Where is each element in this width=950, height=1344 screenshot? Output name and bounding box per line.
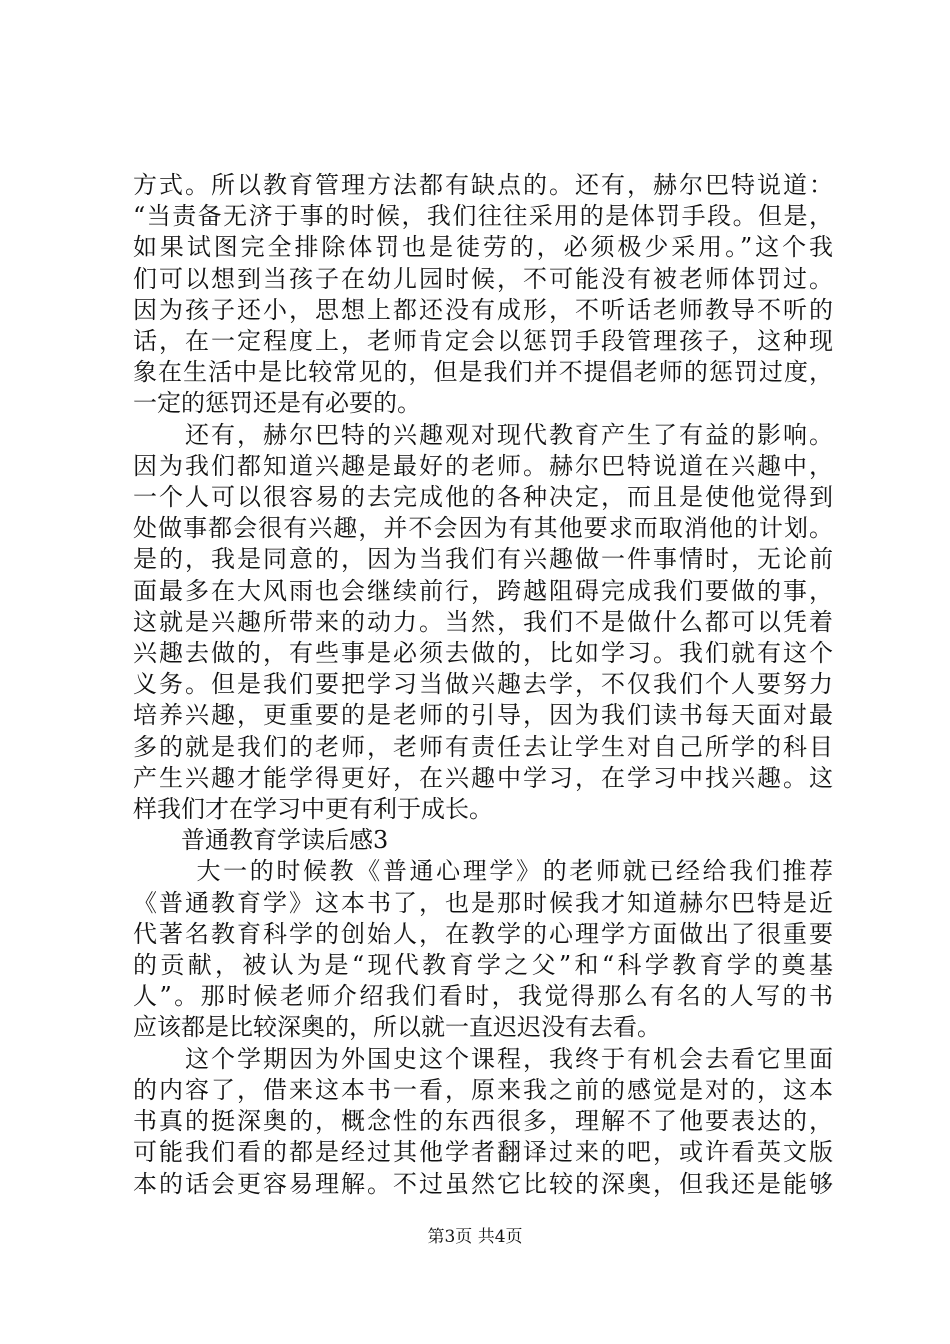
text-line: 兴趣去做的，有些事是必须去做的，比如学习。我们就有这个 <box>133 639 833 668</box>
text-line: 的贡献，被认为是“现代教育学之父”和“科学教育学的奠基 <box>133 951 833 980</box>
text-line: 这就是兴趣所带来的动力。当然，我们不是做什么都可以凭着 <box>133 607 833 636</box>
text-line: “当责备无济于事的时候，我们往往采用的是体罚手段。但是， <box>133 202 833 231</box>
text-line: 方式。所以教育管理方法都有缺点的。还有，赫尔巴特说道： <box>133 171 833 199</box>
text-line: 大一的时候教《普通心理学》的老师就已经给我们推荐 <box>133 857 833 886</box>
text-line: 产生兴趣才能学得更好，在兴趣中学习，在学习中找兴趣。这 <box>133 763 833 792</box>
text-line: 多的就是我们的老师，老师有责任去让学生对自己所学的科目 <box>133 732 833 761</box>
text-line: 代著名教育科学的创始人，在教学的心理学方面做出了很重要 <box>133 919 833 948</box>
page-footer: 第3页 共4页 <box>427 1227 523 1247</box>
text-line: 培养兴趣，更重要的是老师的引导，因为我们读书每天面对最 <box>133 701 833 730</box>
text-line: 还有，赫尔巴特的兴趣观对现代教育产生了有益的影响。 <box>133 420 833 449</box>
text-line: 一个人可以很容易的去完成他的各种决定，而且是使他觉得到 <box>133 483 833 512</box>
text-line: 面最多在大风雨也会继续前行，跨越阻碍完成我们要做的事， <box>133 576 833 605</box>
text-line: 人”。那时候老师介绍我们看时，我觉得那么有名的人写的书 <box>133 982 833 1011</box>
text-line: 书真的挺深奥的，概念性的东西很多，理解不了他要表达的， <box>133 1107 833 1136</box>
text-line: 样我们才在学习中更有利于成长。 <box>133 795 493 824</box>
text-line: 因为我们都知道兴趣是最好的老师。赫尔巴特说道在兴趣中， <box>133 451 833 480</box>
text-line: 们可以想到当孩子在幼儿园时候，不可能没有被老师体罚过。 <box>133 264 833 293</box>
text-line: 义务。但是我们要把学习当做兴趣去学，不仅我们个人要努力 <box>133 670 833 699</box>
text-line: 如果试图完全排除体罚也是徒劳的，必须极少采用。”这个我 <box>133 233 833 262</box>
body-text <box>133 170 833 1200</box>
text-line: 《普通教育学》这本书了，也是那时候我才知道赫尔巴特是近 <box>133 888 833 917</box>
text-line: 一定的惩罚还是有必要的。 <box>133 389 421 418</box>
text-line: 象在生活中是比较常见的，但是我们并不提倡老师的惩罚过度， <box>133 358 833 387</box>
text-line: 可能我们看的都是经过其他学者翻译过来的吧，或许看英文版 <box>133 1138 833 1167</box>
text-line: 的内容了，借来这本书一看，原来我之前的感觉是对的，这本 <box>133 1075 833 1104</box>
text-line: 是的，我是同意的，因为当我们有兴趣做一件事情时，无论前 <box>133 545 833 574</box>
text-line: 应该都是比较深奥的，所以就一直迟迟没有去看。 <box>133 1013 661 1042</box>
text-line: 处做事都会很有兴趣，并不会因为有其他要求而取消他的计划。 <box>133 514 833 543</box>
text-line: 这个学期因为外国史这个课程，我终于有机会去看它里面 <box>133 1044 833 1073</box>
text-line: 话，在一定程度上，老师肯定会以惩罚手段管理孩子，这种现 <box>133 327 833 356</box>
text-line: 本的话会更容易理解。不过虽然它比较的深奥，但我还是能够 <box>133 1169 833 1198</box>
text-line: 因为孩子还小，思想上都还没有成形，不听话老师教导不听的 <box>133 295 833 324</box>
text-line: 普通教育学读后感3 <box>133 826 389 855</box>
